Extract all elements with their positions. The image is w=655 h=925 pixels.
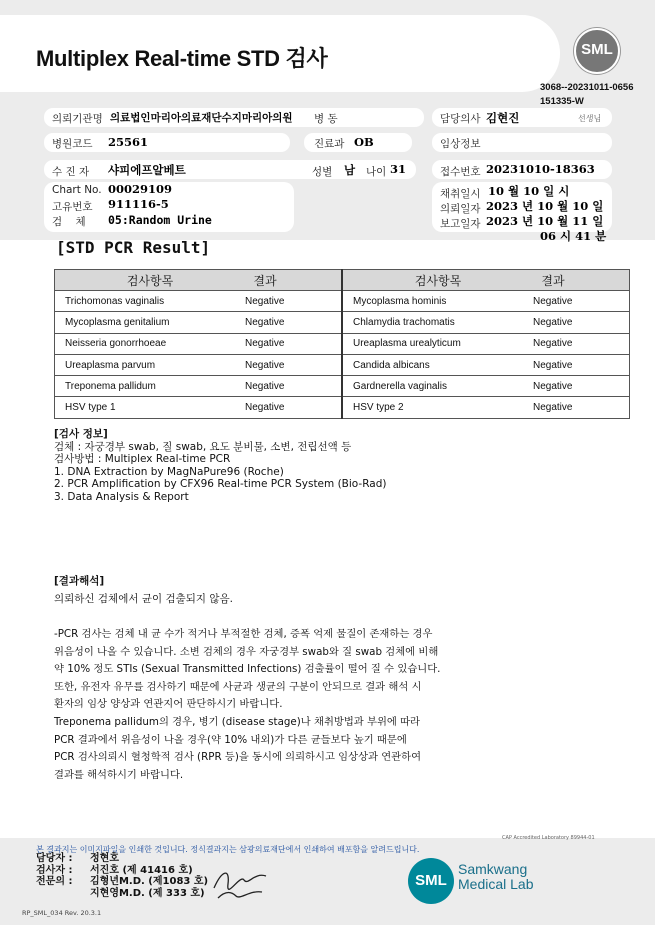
receipt-label: 접수번호 [440,166,481,178]
receipt-value: 20231010-18363 [486,162,595,176]
chart-label: Chart No. [52,184,102,196]
specimen-value: 05:Random Urine [108,213,212,227]
doctor-suffix: 선생님 [578,114,602,123]
table-row [55,397,630,418]
results-header-left [55,270,343,291]
hospital-code-value: 25561 [108,135,149,149]
test-result: Negative [245,359,285,371]
test-name: HSV type 1 [65,402,116,414]
table-row [55,291,630,312]
sml-footer-logo-text: SML [415,872,447,889]
test-name: Chlamydia trachomatis [353,316,455,328]
note-line: Treponema pallidum의 경우, 병기 (disease stage)나 채취방법과 부위에 따라 [54,715,421,728]
institution-value: 의료법인마리아의료재단수지마리아의원 [110,112,293,124]
test-result: Negative [533,380,573,392]
reported-time: 06 시 41 분 [540,229,607,243]
signature-icon [210,862,270,902]
examinee-value: 샤피에프알베트 [108,163,186,177]
examinee-label: 수 진 자 [52,166,90,178]
report-id-line2: 151335-W [540,96,584,107]
report-header [0,0,655,243]
specimen-label: 검 체 [52,216,86,228]
result-title: [STD PCR Result] [56,238,211,257]
ward-label: 병 동 [314,113,338,125]
staff-name: 지현영M.D. (제 333 호) [90,887,205,899]
sex-value: 남 [344,163,356,177]
sml-logo-text: SML [581,41,613,58]
dept-value: OB [354,135,374,149]
lab-name-line2: Medical Lab [458,876,534,892]
collected-value: 10 월 10 일 시 [488,184,570,198]
note-line: PCR 검사의뢰시 혈청학적 검사 (RPR 등)을 동시에 의뢰하시고 임상상과 연관하여 [54,751,422,764]
note-line: -PCR 검사는 검체 내 균 수가 적거나 부적절한 검체, 증폭 억제 물질이 존재하는 경우 [54,628,433,640]
test-name: Gardnerella vaginalis [353,380,447,392]
staff-roles [36,853,72,888]
sml-logo [574,28,620,74]
lab-name [458,862,534,892]
test-result: Negative [533,295,573,307]
test-name: Candida albicans [353,359,430,371]
test-name: HSV type 2 [353,402,404,414]
reported-label: 보고일자 [440,218,481,230]
age-value: 31 [390,162,407,176]
staff-role: 전문의 : [36,876,73,887]
test-info-line: 2. PCR Amplification by CFX96 Real-time PCR System (Bio-Rad) [54,478,387,491]
results-table [54,269,630,419]
test-result: Negative [533,338,573,350]
note-line: PCR 결과에서 위음성이 나올 경우(약 10% 내외)가 다른 균들보다 높기 때문에 [54,733,407,746]
staff-names [90,853,208,899]
note-line: 결과를 해석하시기 바랍니다. [54,768,184,781]
age-label: 나이 [366,166,387,178]
col-item-right: 검사항목 [414,273,462,288]
note-line: 환자의 임상 양상과 연관지어 판단하시기 바랍니다. [54,698,283,711]
table-row [55,312,630,333]
note-line: 또한, 유전자 유무를 검사하기 때문에 사균과 생균의 구분이 안되므로 결과 해석 시 [54,680,422,693]
col-result-left: 결과 [253,273,277,288]
test-result: Negative [245,295,285,307]
requested-label: 의뢰일자 [440,203,481,215]
table-row [55,376,630,397]
report-title: Multiplex Real-time STD 검사 [36,46,328,71]
test-name: Mycoplasma hominis [353,295,447,307]
staff-role: 담당자 : [36,853,73,864]
unique-label: 고유번호 [52,201,93,213]
note-line: 약 10% 정도 STIs (Sexual Transmitted Infections) 검출률이 떨어 질 수 있습니다. [54,663,441,676]
staff-name: 서진호 (제 41416 호) [90,864,193,876]
test-name: Neisseria gonorrhoeae [65,338,167,350]
dept-label: 진료과 [314,138,345,150]
col-item-left: 검사항목 [126,273,174,288]
test-info-section [54,428,386,504]
lab-name-line1: Samkwang [458,861,528,877]
test-name: Ureaplasma parvum [65,359,156,371]
staff-name: 김형년M.D. (제1083 호) [90,876,209,887]
staff-name: 정현호 [90,853,119,864]
doctor-label: 담당의사 [440,113,481,125]
test-result: Negative [245,402,285,414]
test-name: Treponema pallidum [65,380,156,392]
note-line: 위음성이 나올 수 있습니다. 소변 검체의 경우 자궁경부 swab와 질 swab 검체에 비해 [54,645,439,658]
doctor-value: 김현진 [486,111,520,125]
col-result-right: 결과 [541,273,565,288]
test-info-line: 1. DNA Extraction by MagNaPure96 (Roche) [54,465,284,478]
test-info-line: 검체 : 자궁경부 swab, 질 swab, 요도 분비물, 소변, 전립선액 등 [54,440,352,453]
test-result: Negative [245,338,285,350]
test-name: Trichomonas vaginalis [65,295,165,307]
institution-label: 의뢰기관명 [52,113,103,125]
chart-value: 00029109 [108,182,173,196]
test-result: Negative [533,402,573,414]
cap-accreditation: CAP Accredited Laboratory 89944-01 [502,835,595,841]
interpretation-heading: [결과해석] [54,575,105,587]
hospital-code-label: 병원코드 [52,138,93,150]
examinee-box [44,160,416,179]
test-name: Ureaplasma urealyticum [353,338,461,350]
form-code: RP_SML_034 Rev. 20.3.1 [22,909,102,917]
test-result: Negative [245,380,285,392]
test-info-heading: [검사 정보] [54,428,108,440]
notes-section [54,626,440,784]
test-result: Negative [533,316,573,328]
interpretation-text: 의뢰하신 검체에서 균이 검출되지 않음. [54,593,233,605]
collected-label: 채취일시 [440,188,481,200]
test-info-line: 3. Data Analysis & Report [54,490,189,503]
unique-value: 911116-5 [108,197,169,211]
sml-footer-logo [408,858,454,904]
test-info-line: 검사방법 : Multiplex Real-time PCR [54,453,231,466]
results-header-right [342,270,630,291]
sex-label: 성별 [312,166,333,178]
test-name: Mycoplasma genitalium [65,316,170,328]
print-notice: 본 결과지는 이미지파일을 인쇄한 것입니다. 정식결과지는 삼광의료재단에서 인쇄하여 배포함을 알려드립니다. [36,845,420,854]
clinical-label: 임상정보 [440,138,481,150]
report-id-line1: 3068--20231011-0656 [540,82,634,93]
test-result: Negative [245,316,285,328]
table-row [55,333,630,354]
results-header-row [55,270,630,291]
table-row [55,354,630,375]
reported-value: 2023 년 10 월 11 일 [486,214,604,228]
interpretation-section [54,573,233,606]
test-result: Negative [533,359,573,371]
requested-value: 2023 년 10 월 10 일 [486,199,604,213]
staff-role: 검사자 : [36,864,73,876]
